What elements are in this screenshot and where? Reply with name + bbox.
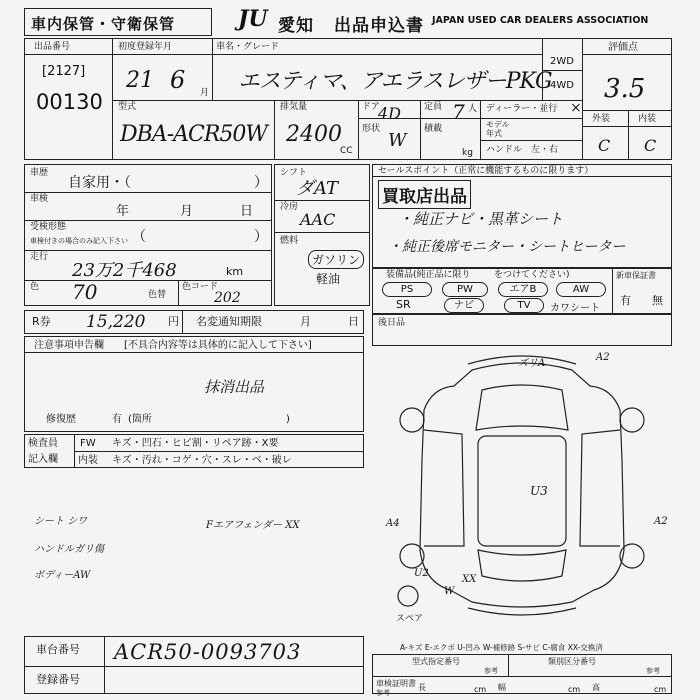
notes-label: 注意事項申告欄 (34, 340, 104, 351)
registration-month: 6 (170, 66, 186, 94)
recycle-frame (24, 310, 364, 334)
recycle-value: 15,220 (86, 312, 146, 332)
equipment-airbag: エアB (498, 282, 548, 297)
registration-label: 初度登録年月 (118, 42, 173, 52)
equipment-sr: SR (396, 298, 411, 311)
inspection-label: 車検 (30, 194, 49, 204)
inspector-note-fender: Fエアフェンダー XX (206, 520, 300, 531)
inspector-label-2: 記入欄 (28, 454, 58, 465)
recycle-label: R券 (32, 315, 51, 328)
exterior-label: 外装 (592, 114, 611, 124)
model-label: 型式 (118, 102, 137, 112)
color-value: 70 (72, 280, 98, 304)
lot-sub-number: [2127] (42, 64, 86, 79)
mileage-value: 23万2千468 (72, 260, 177, 281)
ju-logo: JU (238, 6, 268, 32)
certificate-height: 高 (592, 683, 600, 692)
warranty-label: 新車保証書 (616, 271, 656, 280)
damage-mark-front-2: A2 (596, 352, 610, 363)
registration-year: 21 (126, 68, 154, 93)
certificate-cm-2: cm (568, 685, 581, 694)
fuel-diesel: 軽油 (316, 272, 341, 286)
car-damage-diagram (372, 350, 672, 630)
inspector-label-1: 検査員 (28, 438, 58, 449)
color-replaced-label: 色替 (148, 290, 167, 300)
shape-label: 形状 (362, 124, 381, 134)
damage-legend: A-キズ E-エクボ U-凹み W-補修跡 S-サビ C-腐食 XX-交換済 (400, 643, 603, 652)
model-value: DBA-ACR50W (120, 122, 268, 147)
certificate-length: 長 (418, 683, 426, 692)
certificate-label: 車検証明書 (376, 679, 416, 688)
repair-yes: 有 (112, 414, 122, 425)
history-frame (24, 164, 272, 306)
ownership-month: 月 (300, 315, 311, 328)
damage-mark-center: U3 (530, 484, 548, 498)
displacement-unit: CC (340, 146, 353, 156)
car-name-value: エスティマ、アエラスレザーPKG (238, 69, 552, 94)
drive-2wd: 2WD (550, 56, 574, 67)
inspection-month: 月 (180, 204, 194, 219)
shape-value: W (388, 130, 407, 151)
inspection-type-close: ） (254, 229, 268, 245)
history-value: 自家用・（ (68, 175, 131, 191)
inspection-year: 年 (116, 204, 130, 219)
chassis-value: ACR50-0093703 (114, 640, 302, 664)
repair-close: ) (286, 414, 290, 425)
equipment-label-suffix: をつけてください) (494, 270, 570, 280)
doors-label: ドア (362, 102, 380, 112)
capacity-label: 定員 (424, 102, 443, 112)
equipment-tv: TV (504, 298, 544, 313)
capacity-unit: 人 (468, 104, 478, 114)
certificate-ref: 参考 (376, 689, 390, 697)
load-label: 積載 (424, 124, 443, 134)
mileage-unit: km (226, 265, 244, 278)
shift-label: シフト (280, 168, 308, 178)
doors-value: 4D (378, 104, 402, 123)
inspector-fw: FW (80, 438, 96, 449)
dealer-label: ディーラー・並行 (486, 104, 558, 114)
color-label: 色 (30, 282, 40, 292)
damage-mark-rear-left: U2 (414, 568, 429, 579)
selling-points-label: セールスポイント（正常に機能するものに限ります） (378, 166, 594, 176)
lot-number: 00130 (36, 90, 103, 114)
post-entry-frame (372, 314, 672, 346)
inspector-note-3: ボディーAW (34, 570, 91, 581)
rating-label: 評価点 (608, 42, 638, 53)
plate-label: 登録番号 (36, 673, 80, 686)
notes-sub: [不具合内容等は具体的に記入して下さい] (124, 340, 312, 351)
notes-value: 抹消出品 (204, 378, 265, 396)
history-label: 車歴 (30, 168, 49, 178)
car-name-label: 車名・グレード (216, 42, 280, 52)
post-entry-label: 後日品 (378, 318, 406, 328)
selling-point-1: ・純正ナビ・黒革シート (398, 210, 564, 228)
damage-mark-front: ズリA (518, 358, 546, 369)
certificate-cm-1: cm (474, 685, 487, 694)
damage-mark-rear-w: W (444, 586, 455, 597)
aircon-value: AAC (300, 210, 336, 229)
displacement-value: 2400 (286, 122, 342, 147)
equipment-pw: PW (442, 282, 488, 297)
equipment-navi: ナビ (444, 298, 484, 313)
inspector-note-1: シート シワ (34, 516, 88, 527)
interior-grade: C (644, 136, 657, 155)
mileage-label: 走行 (30, 252, 49, 262)
recycle-unit: 円 (168, 315, 179, 328)
inspector-interior: 内装 (78, 455, 98, 466)
model-year-label: モデル年式 (486, 120, 510, 138)
repair-part: (箇所 (128, 414, 152, 425)
certificate-cm-3: cm (654, 685, 667, 694)
warranty-yes: 有 (620, 294, 631, 307)
color-code: 202 (214, 290, 241, 306)
association-name: JAPAN USED CAR DEALERS ASSOCIATION (432, 15, 649, 26)
storage-note: 車内保管・守衛保管 (31, 15, 176, 33)
repair-label: 修復歴 (46, 414, 76, 425)
damage-mark-left: A4 (386, 518, 400, 529)
aircon-label: 冷房 (280, 202, 299, 212)
inspector-row-2: キズ・汚れ・コゲ・穴・スレ・ベ・破レ (112, 455, 292, 466)
equipment-seat: カワシート (550, 303, 600, 314)
displacement-label: 排気量 (280, 102, 308, 112)
type-designation-label: 型式指定番号 (412, 657, 460, 666)
ownership-day: 日 (348, 315, 359, 328)
branch-name: 愛知 (278, 16, 314, 36)
inspector-note-2: ハンドルガリ傷 (34, 544, 104, 555)
equipment-ps: PS (382, 282, 432, 297)
shift-value: ダAT (296, 178, 339, 199)
equipment-label: 装備品(純正品に限り (386, 270, 471, 280)
classification-ref: 参考 (646, 667, 660, 675)
dealer-value: × (570, 100, 582, 116)
inspection-day: 日 (240, 204, 254, 219)
certificate-width: 幅 (498, 683, 506, 692)
buyer-stamp: 買取店出品 (378, 180, 471, 209)
color-code-label: 色コード (182, 282, 219, 292)
damage-mark-rear: XX (462, 574, 477, 585)
chassis-label: 車台番号 (36, 643, 80, 656)
classification-label: 類別区分番号 (548, 657, 596, 666)
equipment-aw: AW (556, 282, 606, 297)
lot-label: 出品番号 (34, 42, 71, 52)
inspector-row-1: キズ・凹石・ヒビ割・リペア跡・X要 (112, 438, 279, 449)
ownership-label: 名変通知期限 (196, 315, 262, 328)
damage-mark-right: A2 (654, 516, 668, 527)
selling-point-2: ・純正後席モニター・シートヒーター (388, 239, 626, 255)
spare-label: スペア (396, 614, 424, 624)
interior-label: 内装 (638, 114, 657, 124)
storage-note-box (24, 8, 212, 36)
exterior-grade: C (598, 136, 611, 155)
type-designation-ref: 参考 (484, 667, 498, 675)
inspection-type-open: （ (132, 229, 146, 245)
inspection-type-label: 受検形態 (30, 222, 67, 232)
load-unit: kg (462, 148, 473, 158)
handle-label: ハンドル 左・右 (486, 145, 559, 155)
inspection-type-note: 車検付きの場合のみ記入下さい (30, 237, 128, 245)
form-title: 出品申込書 (334, 16, 424, 36)
fuel-gas: ガソリン (308, 250, 364, 269)
rating-value: 3.5 (604, 74, 646, 104)
drive-4wd: 4WD (550, 80, 574, 91)
history-close: ） (254, 175, 268, 191)
fuel-label: 燃料 (280, 236, 299, 246)
warranty-no: 無 (652, 294, 663, 307)
registration-month-unit: 月 (200, 88, 210, 98)
capacity-value: 7 (452, 100, 465, 124)
